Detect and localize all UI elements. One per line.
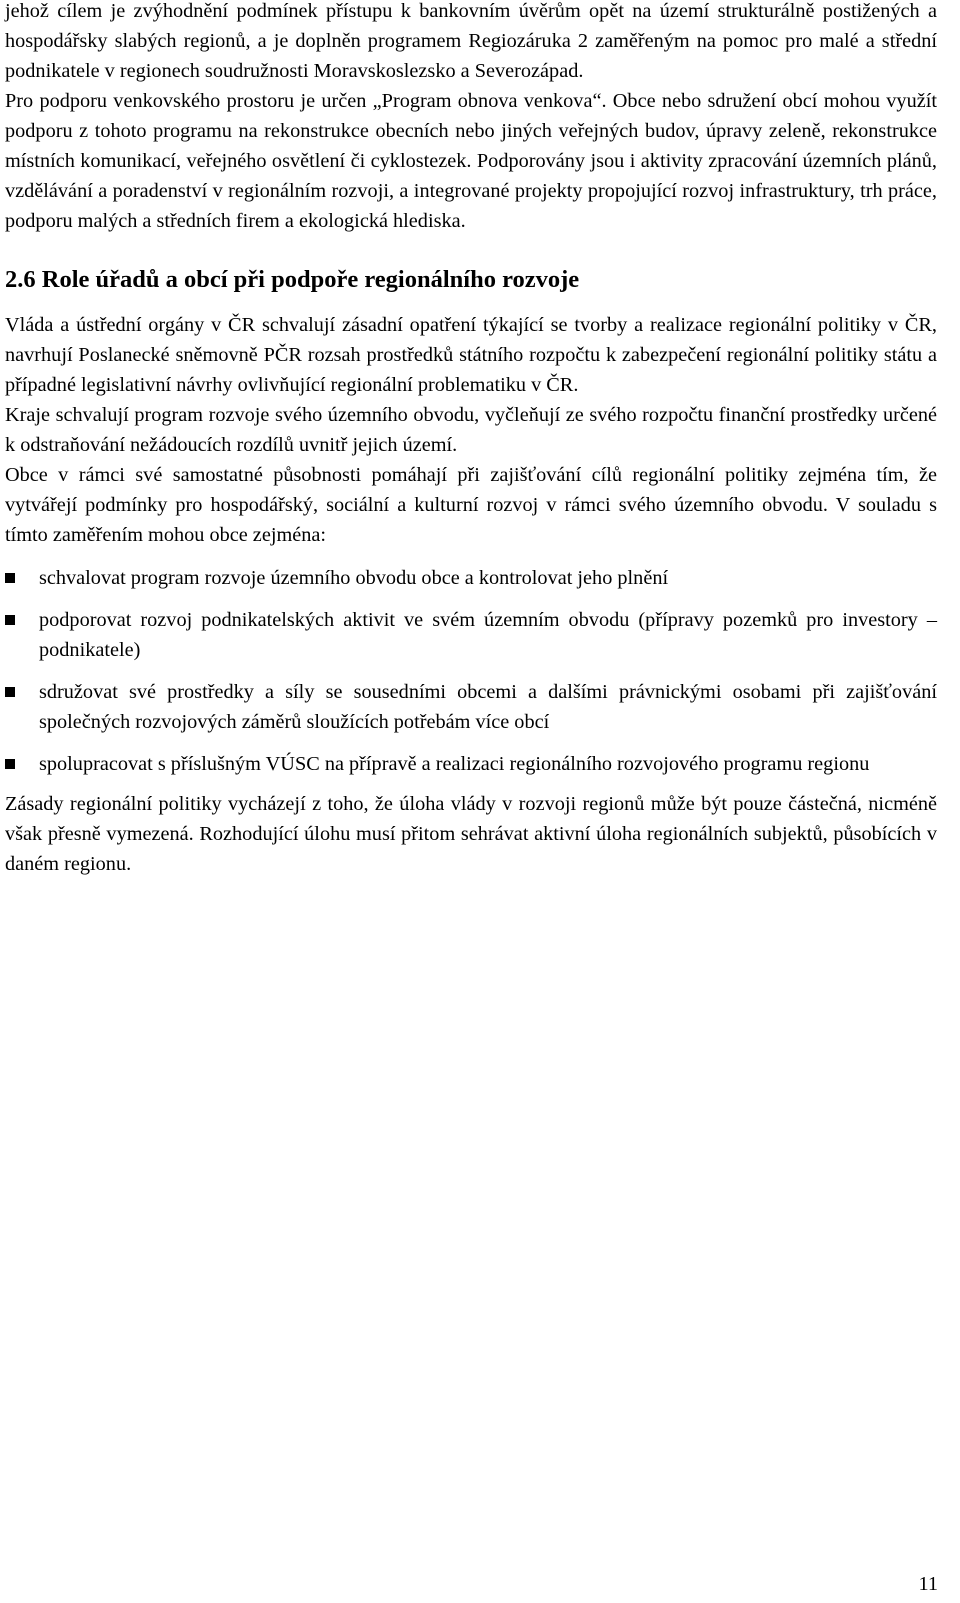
list-item — [5, 749, 937, 779]
square-bullet-icon — [5, 573, 15, 583]
list-item-text: podporovat rozvoj podnikatelských aktivit ve svém územním obvodu (přípravy pozemků pro investory – podnikatele) — [39, 609, 937, 661]
list-item-text: sdružovat své prostředky a síly se sousedními obcemi a dalšími právnickými osobami při zajišťování společných rozvojových záměrů sloužících potřebám více obcí — [39, 681, 937, 733]
intro-paragraph: jehož cílem je zvýhodnění podmínek přístupu k bankovním úvěrům opět na území strukturálně postižených a hospodářsky slabých regionů, a je doplněn programem Regiozáruka 2 zaměřeným na pomoc pro malé a střední podnikatele v regionech soudružnosti Moravskoslezsko a Severozápad. — [5, 0, 937, 82]
square-bullet-icon — [5, 615, 15, 625]
section-heading: 2.6 Role úřadů a obcí při podpoře regionálního rozvoje — [5, 266, 580, 293]
municipality-tasks-list — [5, 563, 937, 779]
list-item-text: spolupracovat s příslušným VÚSC na přípravě a realizaci regionálního rozvojového programu regionu — [39, 753, 870, 775]
list-item — [5, 677, 937, 737]
list-item — [5, 563, 937, 593]
list-item-text: schvalovat program rozvoje územního obvodu obce a kontrolovat jeho plnění — [39, 567, 669, 589]
page-number: 11 — [918, 1573, 938, 1595]
document-page — [5, 0, 937, 879]
municipalities-paragraph: Obce v rámci své samostatné působnosti pomáhají při zajišťování cílů regionální politiky zejména tím, že vytvářejí podmínky pro hospodářský, sociální a kulturní rozvoj v rámci svého územního obvodu. V souladu s tímto zaměřením mohou obce zejména: — [5, 464, 937, 546]
rural-program-paragraph: Pro podporu venkovského prostoru je určen „Program obnova venkova“. Obce nebo sdružení obcí mohou využít podporu z tohoto programu na rekonstrukce obecních nebo jiných veřejných budov, úpravy zeleně, rekonstrukce místních komunikací, veřejného osvětlení či cyklostezek. Podporovány jsou i aktivity zpracování územních plánů, vzdělávání a poradenství v regionálním rozvoji, a integrované projekty propojující rozvoj infrastruktury, trh práce, podporu malých a středních firem a ekologická hlediska. — [5, 90, 937, 232]
government-paragraph: Vláda a ústřední orgány v ČR schvalují zásadní opatření týkající se tvorby a realizace regionální politiky v ČR, navrhují Poslanecké sněmovně PČR rozsah prostředků státního rozpočtu k zabezpečení regionální politiky státu a případné legislativní návrhy ovlivňující regionální problematiku v ČR. — [5, 314, 937, 396]
square-bullet-icon — [5, 759, 15, 769]
regions-paragraph: Kraje schvalují program rozvoje svého územního obvodu, vyčleňují ze svého rozpočtu finanční prostředky určené k odstraňování nežádoucích rozdílů uvnitř jejich území. — [5, 404, 937, 456]
square-bullet-icon — [5, 687, 15, 697]
list-item — [5, 605, 937, 665]
principles-paragraph: Zásady regionální politiky vycházejí z toho, že úloha vlády v rozvoji regionů může být pouze částečná, nicméně však přesně vymezená. Rozhodující úlohu musí přitom sehrávat aktivní úloha regionálních subjektů, působících v daném regionu. — [5, 793, 937, 875]
